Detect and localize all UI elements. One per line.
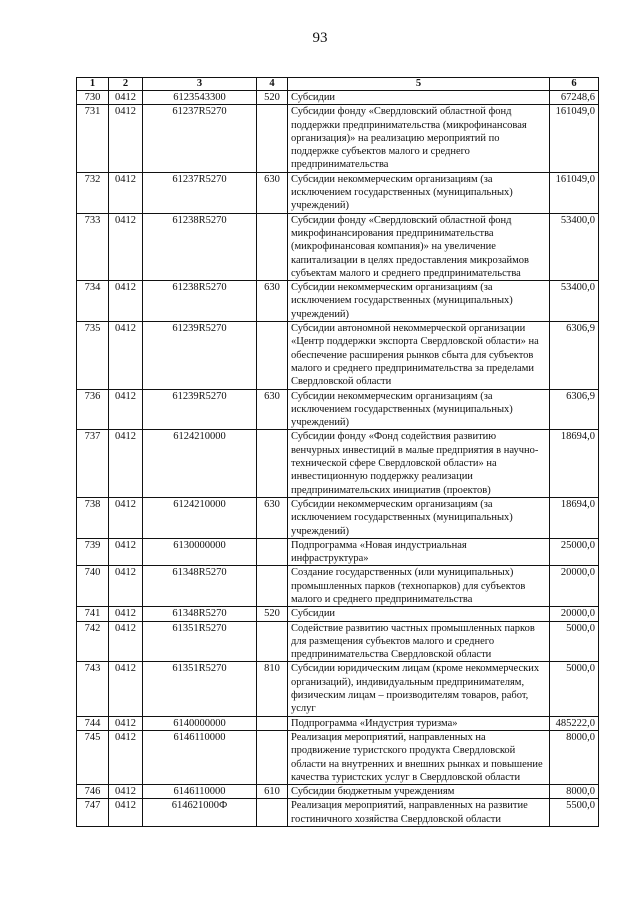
item-name: Субсидии некоммерческим организациям (за исключением государственных (муниципальных) учреждений) (288, 172, 550, 213)
item-name: Субсидии бюджетным учреждениям (288, 785, 550, 799)
expense-type-code (257, 105, 288, 172)
table-row (77, 322, 599, 389)
target-article-code: 61237R5270 (143, 172, 257, 213)
item-name: Создание государственных (или муниципальных) промышленных парков (технопарков) для субъектов малого и среднего предпринимательства (288, 566, 550, 607)
expense-type-code (257, 799, 288, 827)
row-number: 746 (77, 785, 109, 799)
table-row (77, 730, 599, 784)
expense-type-code: 630 (257, 172, 288, 213)
amount: 25000,0 (550, 538, 599, 566)
table-row (77, 91, 599, 105)
target-article-code: 61238R5270 (143, 281, 257, 322)
expense-type-code: 630 (257, 281, 288, 322)
row-number: 730 (77, 91, 109, 105)
amount: 53400,0 (550, 213, 599, 280)
header-row (77, 78, 599, 91)
section-code: 0412 (109, 430, 143, 497)
table-row (77, 105, 599, 172)
column-header: 5 (288, 78, 550, 91)
section-code: 0412 (109, 389, 143, 430)
expense-type-code (257, 716, 288, 730)
section-code: 0412 (109, 662, 143, 716)
row-number: 732 (77, 172, 109, 213)
row-number: 734 (77, 281, 109, 322)
section-code: 0412 (109, 566, 143, 607)
target-article-code: 6140000000 (143, 716, 257, 730)
section-code: 0412 (109, 91, 143, 105)
table-row (77, 785, 599, 799)
item-name: Субсидии некоммерческим организациям (за исключением государственных (муниципальных) учреждений) (288, 281, 550, 322)
target-article-code: 61239R5270 (143, 389, 257, 430)
table-row (77, 621, 599, 662)
item-name: Содействие развитию частных промышленных парков для размещения субъектов малого и среднего предпринимательства Свердловской области (288, 621, 550, 662)
expense-type-code (257, 621, 288, 662)
page-number: 93 (312, 30, 328, 46)
amount: 5000,0 (550, 621, 599, 662)
amount: 5500,0 (550, 799, 599, 827)
target-article-code: 6124210000 (143, 497, 257, 538)
item-name: Субсидии автономной некоммерческой организации «Центр поддержки экспорта Свердловской области» на обеспечение расширения рынков сбыта для субъектов малого и среднего предпринимательства за пределами Свердловской области (288, 322, 550, 389)
section-code: 0412 (109, 538, 143, 566)
amount: 6306,9 (550, 389, 599, 430)
item-name: Субсидии (288, 607, 550, 621)
row-number: 735 (77, 322, 109, 389)
row-number: 736 (77, 389, 109, 430)
table-row (77, 662, 599, 716)
section-code: 0412 (109, 730, 143, 784)
expense-type-code: 520 (257, 91, 288, 105)
expense-type-code (257, 213, 288, 280)
item-name: Субсидии юридическим лицам (кроме некоммерческих организаций), индивидуальным предпринимателям, физическим лицам – производителям товаров, работ, услуг (288, 662, 550, 716)
row-number: 741 (77, 607, 109, 621)
target-article-code: 61238R5270 (143, 213, 257, 280)
table-row (77, 799, 599, 827)
budget-table (76, 77, 599, 827)
expense-type-code (257, 730, 288, 784)
row-number: 740 (77, 566, 109, 607)
table-row (77, 172, 599, 213)
amount: 8000,0 (550, 730, 599, 784)
section-code: 0412 (109, 322, 143, 389)
amount: 18694,0 (550, 497, 599, 538)
item-name: Субсидии фонду «Фонд содействия развитию венчурных инвестиций в малые предприятия в научно-технической сфере Свердловской области» на инвестиционную поддержку реализации предпринимательских инициатив (проектов) (288, 430, 550, 497)
target-article-code: 61237R5270 (143, 105, 257, 172)
table-row (77, 607, 599, 621)
table-row (77, 538, 599, 566)
column-header: 4 (257, 78, 288, 91)
target-article-code: 61348R5270 (143, 607, 257, 621)
column-header: 6 (550, 78, 599, 91)
item-name: Подпрограмма «Индустрия туризма» (288, 716, 550, 730)
target-article-code: 6123543300 (143, 91, 257, 105)
expense-type-code (257, 430, 288, 497)
section-code: 0412 (109, 172, 143, 213)
table-row (77, 389, 599, 430)
table-row (77, 281, 599, 322)
item-name: Реализация мероприятий, направленных на развитие гостиничного хозяйства Свердловской области (288, 799, 550, 827)
item-name: Субсидии фонду «Свердловский областной фонд микрофинансирования предпринимательства (микрофинансовая компания)» на увеличение капитализации в целях предоставления микрозаймов субъектам малого и среднего предпринимательства (288, 213, 550, 280)
row-number: 739 (77, 538, 109, 566)
amount: 18694,0 (550, 430, 599, 497)
table-row (77, 430, 599, 497)
row-number: 744 (77, 716, 109, 730)
table-row (77, 213, 599, 280)
target-article-code: 61239R5270 (143, 322, 257, 389)
amount: 8000,0 (550, 785, 599, 799)
target-article-code: 614621000Ф (143, 799, 257, 827)
table-row (77, 497, 599, 538)
expense-type-code: 630 (257, 497, 288, 538)
row-number: 731 (77, 105, 109, 172)
amount: 20000,0 (550, 566, 599, 607)
section-code: 0412 (109, 213, 143, 280)
target-article-code: 6124210000 (143, 430, 257, 497)
row-number: 737 (77, 430, 109, 497)
section-code: 0412 (109, 716, 143, 730)
amount: 6306,9 (550, 322, 599, 389)
section-code: 0412 (109, 621, 143, 662)
row-number: 738 (77, 497, 109, 538)
table-row (77, 716, 599, 730)
item-name: Реализация мероприятий, направленных на продвижение туристского продукта Свердловской области на внутренних и внешних рынках и повышение качества туристских услуг в Свердловской области (288, 730, 550, 784)
item-name: Субсидии фонду «Свердловский областной фонд поддержки предпринимательства (микрофинансовая организация)» на реализацию мероприятий по поддержке субъектов малого и среднего предпринимательства (288, 105, 550, 172)
target-article-code: 6146110000 (143, 730, 257, 784)
row-number: 743 (77, 662, 109, 716)
target-article-code: 61348R5270 (143, 566, 257, 607)
target-article-code: 6130000000 (143, 538, 257, 566)
column-header: 1 (77, 78, 109, 91)
section-code: 0412 (109, 799, 143, 827)
section-code: 0412 (109, 105, 143, 172)
row-number: 733 (77, 213, 109, 280)
amount: 5000,0 (550, 662, 599, 716)
column-header: 3 (143, 78, 257, 91)
expense-type-code: 630 (257, 389, 288, 430)
target-article-code: 6146110000 (143, 785, 257, 799)
amount: 485222,0 (550, 716, 599, 730)
expense-type-code (257, 538, 288, 566)
amount: 67248,6 (550, 91, 599, 105)
column-header: 2 (109, 78, 143, 91)
row-number: 742 (77, 621, 109, 662)
row-number: 745 (77, 730, 109, 784)
table-row (77, 566, 599, 607)
target-article-code: 61351R5270 (143, 621, 257, 662)
section-code: 0412 (109, 497, 143, 538)
item-name: Субсидии некоммерческим организациям (за исключением государственных (муниципальных) учреждений) (288, 389, 550, 430)
row-number: 747 (77, 799, 109, 827)
item-name: Субсидии некоммерческим организациям (за исключением государственных (муниципальных) учреждений) (288, 497, 550, 538)
amount: 161049,0 (550, 105, 599, 172)
item-name: Подпрограмма «Новая индустриальная инфраструктура» (288, 538, 550, 566)
section-code: 0412 (109, 607, 143, 621)
expense-type-code (257, 566, 288, 607)
expense-type-code: 520 (257, 607, 288, 621)
amount: 20000,0 (550, 607, 599, 621)
amount: 161049,0 (550, 172, 599, 213)
expense-type-code: 810 (257, 662, 288, 716)
expense-type-code: 610 (257, 785, 288, 799)
target-article-code: 61351R5270 (143, 662, 257, 716)
section-code: 0412 (109, 281, 143, 322)
item-name: Субсидии (288, 91, 550, 105)
expense-type-code (257, 322, 288, 389)
amount: 53400,0 (550, 281, 599, 322)
section-code: 0412 (109, 785, 143, 799)
